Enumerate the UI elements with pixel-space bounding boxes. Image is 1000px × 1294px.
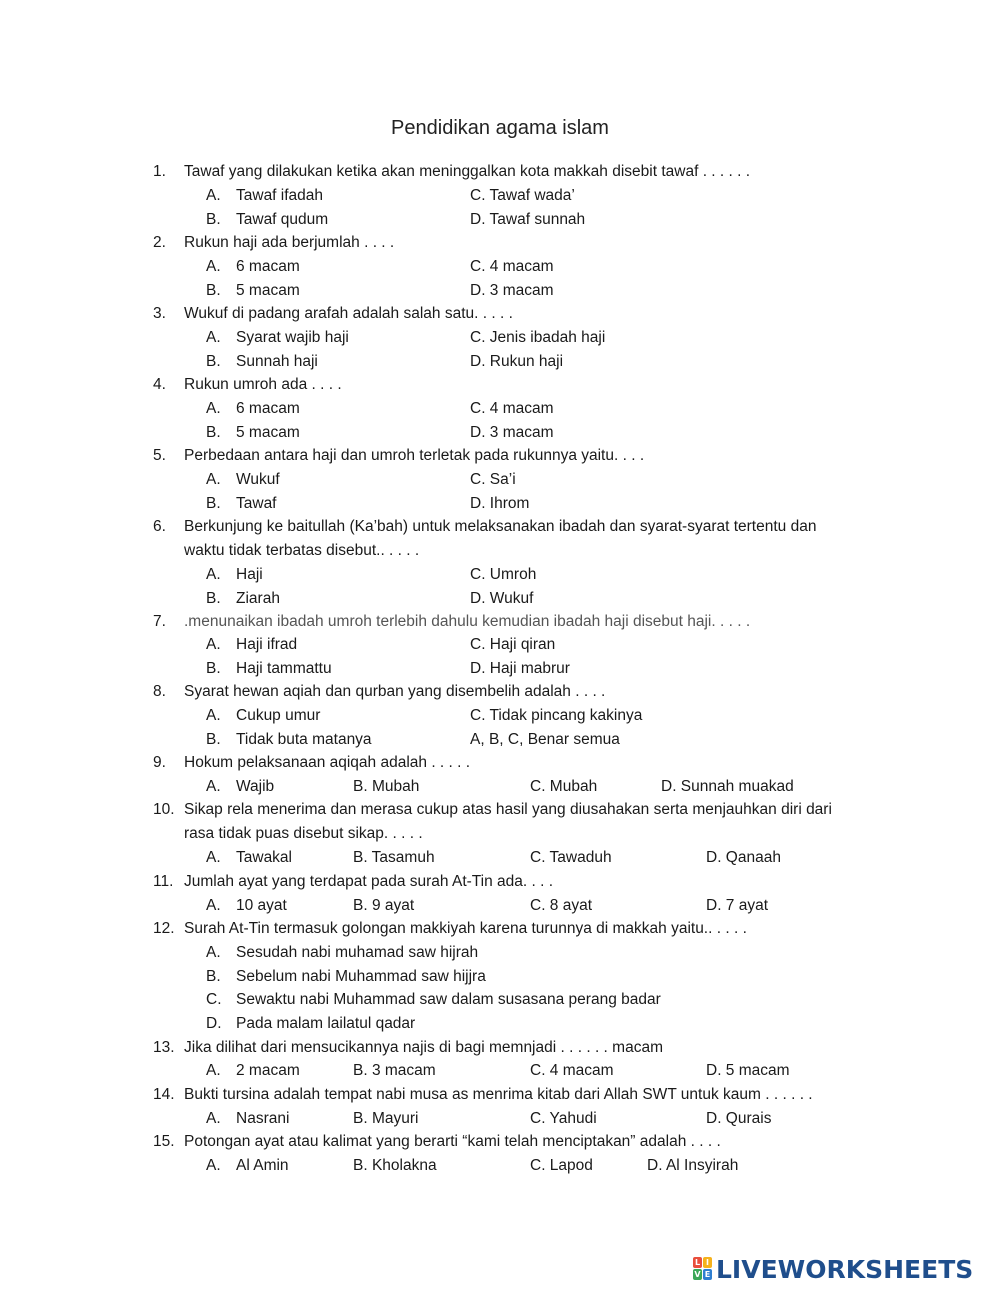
option-b[interactable]: Tawaf qudum (236, 211, 329, 228)
option-a[interactable]: Tawakal (236, 849, 292, 866)
question-number: 9. (153, 754, 166, 771)
option-c[interactable]: C. 4 macam (470, 258, 554, 275)
option-b[interactable]: B. 3 macam (353, 1062, 436, 1079)
liveworksheets-logo[interactable] (693, 1254, 973, 1284)
question-number: 3. (153, 305, 166, 322)
option-c[interactable]: Sewaktu nabi Muhammad saw dalam susasana perang badar (236, 991, 661, 1008)
option-a[interactable]: 6 macam (236, 258, 300, 275)
option-d[interactable]: D. 7 ayat (706, 897, 769, 914)
option-letter: A. (206, 471, 221, 488)
option-letter: A. (206, 258, 221, 275)
question-text-cont: rasa tidak puas disebut sikap. . . . . (184, 825, 423, 842)
option-d[interactable]: D. Qanaah (706, 849, 781, 866)
option-a[interactable]: Cukup umur (236, 707, 321, 724)
option-d[interactable]: D. Tawaf sunnah (470, 211, 586, 228)
option-letter: A. (206, 707, 221, 724)
option-letter: A. (206, 566, 221, 583)
option-d[interactable]: D. Wukuf (470, 590, 534, 607)
option-letter: A. (206, 944, 221, 961)
option-c[interactable]: C. Tawaduh (530, 849, 612, 866)
option-letter: A. (206, 1062, 221, 1079)
option-d[interactable]: D. Ihrom (470, 495, 530, 512)
option-a[interactable]: Haji (236, 566, 263, 583)
option-c[interactable]: C. Tawaf wada’ (470, 187, 575, 204)
question-text: Rukun umroh ada . . . . (184, 376, 342, 393)
option-b[interactable]: 5 macam (236, 424, 300, 441)
option-letter: A. (206, 1110, 221, 1127)
option-d[interactable]: D. Sunnah muakad (661, 778, 794, 795)
option-letter: D. (206, 1015, 222, 1032)
option-a[interactable]: Nasrani (236, 1110, 290, 1127)
question-text: Perbedaan antara haji dan umroh terletak pada rukunnya yaitu. . . . (184, 447, 645, 464)
question-text: Bukti tursina adalah tempat nabi musa as menrima kitab dari Allah SWT untuk kaum . . . . . . (184, 1086, 813, 1103)
question-text: Tawaf yang dilakukan ketika akan meninggalkan kota makkah disebit tawaf . . . . . . (184, 163, 751, 180)
question-text: Syarat hewan aqiah dan qurban yang disembelih adalah . . . . (184, 683, 606, 700)
option-d[interactable]: D. Rukun haji (470, 353, 564, 370)
option-letter: A. (206, 636, 221, 653)
question-text: Hokum pelaksanaan aqiqah adalah . . . . . (184, 754, 471, 771)
option-letter: A. (206, 849, 221, 866)
question-number: 12. (153, 920, 175, 937)
question-text: Surah At-Tin termasuk golongan makkiyah karena turunnya di makkah yaitu.. . . . . (184, 920, 747, 937)
option-c[interactable]: C. 4 macam (470, 400, 554, 417)
option-c[interactable]: C. Lapod (530, 1157, 593, 1174)
option-b[interactable]: Sebelum nabi Muhammad saw hijjra (236, 968, 486, 985)
option-a[interactable]: Sesudah nabi muhamad saw hijrah (236, 944, 479, 961)
option-d[interactable]: Pada malam lailatul qadar (236, 1015, 416, 1032)
question-number: 10. (153, 801, 175, 818)
option-b[interactable]: B. Mayuri (353, 1110, 419, 1127)
option-letter: A. (206, 1157, 221, 1174)
option-a[interactable]: 2 macam (236, 1062, 300, 1079)
question-text: Potongan ayat atau kalimat yang berarti “kami telah menciptakan” adalah . . . . (184, 1133, 721, 1150)
logo-badge-letter: E (704, 1270, 711, 1279)
option-letter: C. (206, 991, 222, 1008)
page-title: Pendidikan agama islam (391, 117, 609, 139)
option-c[interactable]: C. Mubah (530, 778, 598, 795)
option-b[interactable]: 5 macam (236, 282, 300, 299)
option-letter: B. (206, 353, 221, 370)
question-text: .menunaikan ibadah umroh terlebih dahulu kemudian ibadah haji disebut haji. . . . . (184, 613, 751, 630)
option-c[interactable]: C. 8 ayat (530, 897, 593, 914)
question-text: Jika dilihat dari mensucikannya najis di bagi memnjadi . . . . . . macam (184, 1039, 663, 1056)
question-text: Berkunjung ke baitullah (Ka’bah) untuk melaksanakan ibadah dan syarat-syarat tertentu dan (184, 518, 817, 535)
option-b[interactable]: Sunnah haji (236, 353, 318, 370)
option-letter: A. (206, 329, 221, 346)
option-a[interactable]: Al Amin (236, 1157, 289, 1174)
option-a[interactable]: Haji ifrad (236, 636, 298, 653)
option-a[interactable]: Wukuf (236, 471, 280, 488)
option-letter: A. (206, 778, 221, 795)
question-number: 14. (153, 1086, 175, 1103)
option-d[interactable]: D. 3 macam (470, 424, 554, 441)
logo-badge-letter: I (703, 1257, 712, 1268)
question-number: 11. (153, 873, 174, 890)
option-c[interactable]: C. Tidak pincang kakinya (470, 707, 643, 724)
logo-badge-letter: V (694, 1270, 701, 1279)
question-number: 8. (153, 683, 166, 700)
option-c[interactable]: C. Jenis ibadah haji (470, 329, 606, 346)
question-text: Sikap rela menerima dan merasa cukup atas hasil yang diusahakan serta menjauhkan diri dari (184, 801, 832, 818)
question-number: 6. (153, 518, 166, 535)
option-b[interactable]: B. 9 ayat (353, 897, 415, 914)
option-c[interactable]: C. Haji qiran (470, 636, 556, 653)
option-b[interactable]: B. Tasamuh (353, 849, 435, 866)
option-letter: B. (206, 590, 221, 607)
question-number: 13. (153, 1039, 175, 1056)
question-text: Jumlah ayat yang terdapat pada surah At-Tin ada. . . . (184, 873, 554, 890)
option-b[interactable]: Haji tammattu (236, 660, 332, 677)
question-number: 1. (153, 163, 166, 180)
option-c[interactable]: C. Sa’i (470, 471, 516, 488)
option-b[interactable]: B. Mubah (353, 778, 420, 795)
option-c[interactable]: C. Yahudi (530, 1110, 597, 1127)
option-letter: B. (206, 495, 221, 512)
question-number: 2. (153, 234, 166, 251)
option-letter: A. (206, 187, 221, 204)
question-text: Rukun haji ada berjumlah . . . . (184, 234, 395, 251)
option-a[interactable]: Syarat wajib haji (236, 329, 349, 346)
option-d[interactable]: D. Al Insyirah (647, 1157, 739, 1174)
option-letter: B. (206, 660, 221, 677)
question-number: 4. (153, 376, 166, 393)
question-number: 7. (153, 613, 166, 630)
option-letter: B. (206, 968, 221, 985)
option-c[interactable]: C. Umroh (470, 566, 537, 583)
option-d[interactable]: D. 3 macam (470, 282, 554, 299)
option-letter: A. (206, 897, 221, 914)
option-b[interactable]: Tawaf (236, 495, 277, 512)
logo-badge-letter: L (694, 1258, 701, 1267)
option-b[interactable]: B. Kholakna (353, 1157, 437, 1174)
option-letter: B. (206, 282, 221, 299)
option-a[interactable]: 6 macam (236, 400, 300, 417)
option-d[interactable]: D. Qurais (706, 1110, 772, 1127)
option-b[interactable]: Ziarah (236, 590, 280, 607)
option-letter: A. (206, 400, 221, 417)
option-a[interactable]: 10 ayat (236, 897, 287, 914)
option-a[interactable]: Wajib (236, 778, 275, 795)
logo-text: LIVEWORKSHEETS (716, 1254, 974, 1284)
option-c[interactable]: C. 4 macam (530, 1062, 614, 1079)
logo-badge-icon (693, 1257, 713, 1281)
option-b[interactable]: Tidak buta matanya (236, 731, 372, 748)
option-letter: B. (206, 424, 221, 441)
question-text-cont: waktu tidak terbatas disebut.. . . . . (184, 542, 420, 559)
question-text: Wukuf di padang arafah adalah salah satu. . . . . (184, 305, 513, 322)
option-a[interactable]: Tawaf ifadah (236, 187, 324, 204)
option-d[interactable]: A, B, C, Benar semua (470, 731, 620, 748)
option-letter: B. (206, 731, 221, 748)
question-number: 5. (153, 447, 166, 464)
option-d[interactable]: D. Haji mabrur (470, 660, 570, 677)
option-letter: B. (206, 211, 221, 228)
question-number: 15. (153, 1133, 175, 1150)
option-d[interactable]: D. 5 macam (706, 1062, 790, 1079)
